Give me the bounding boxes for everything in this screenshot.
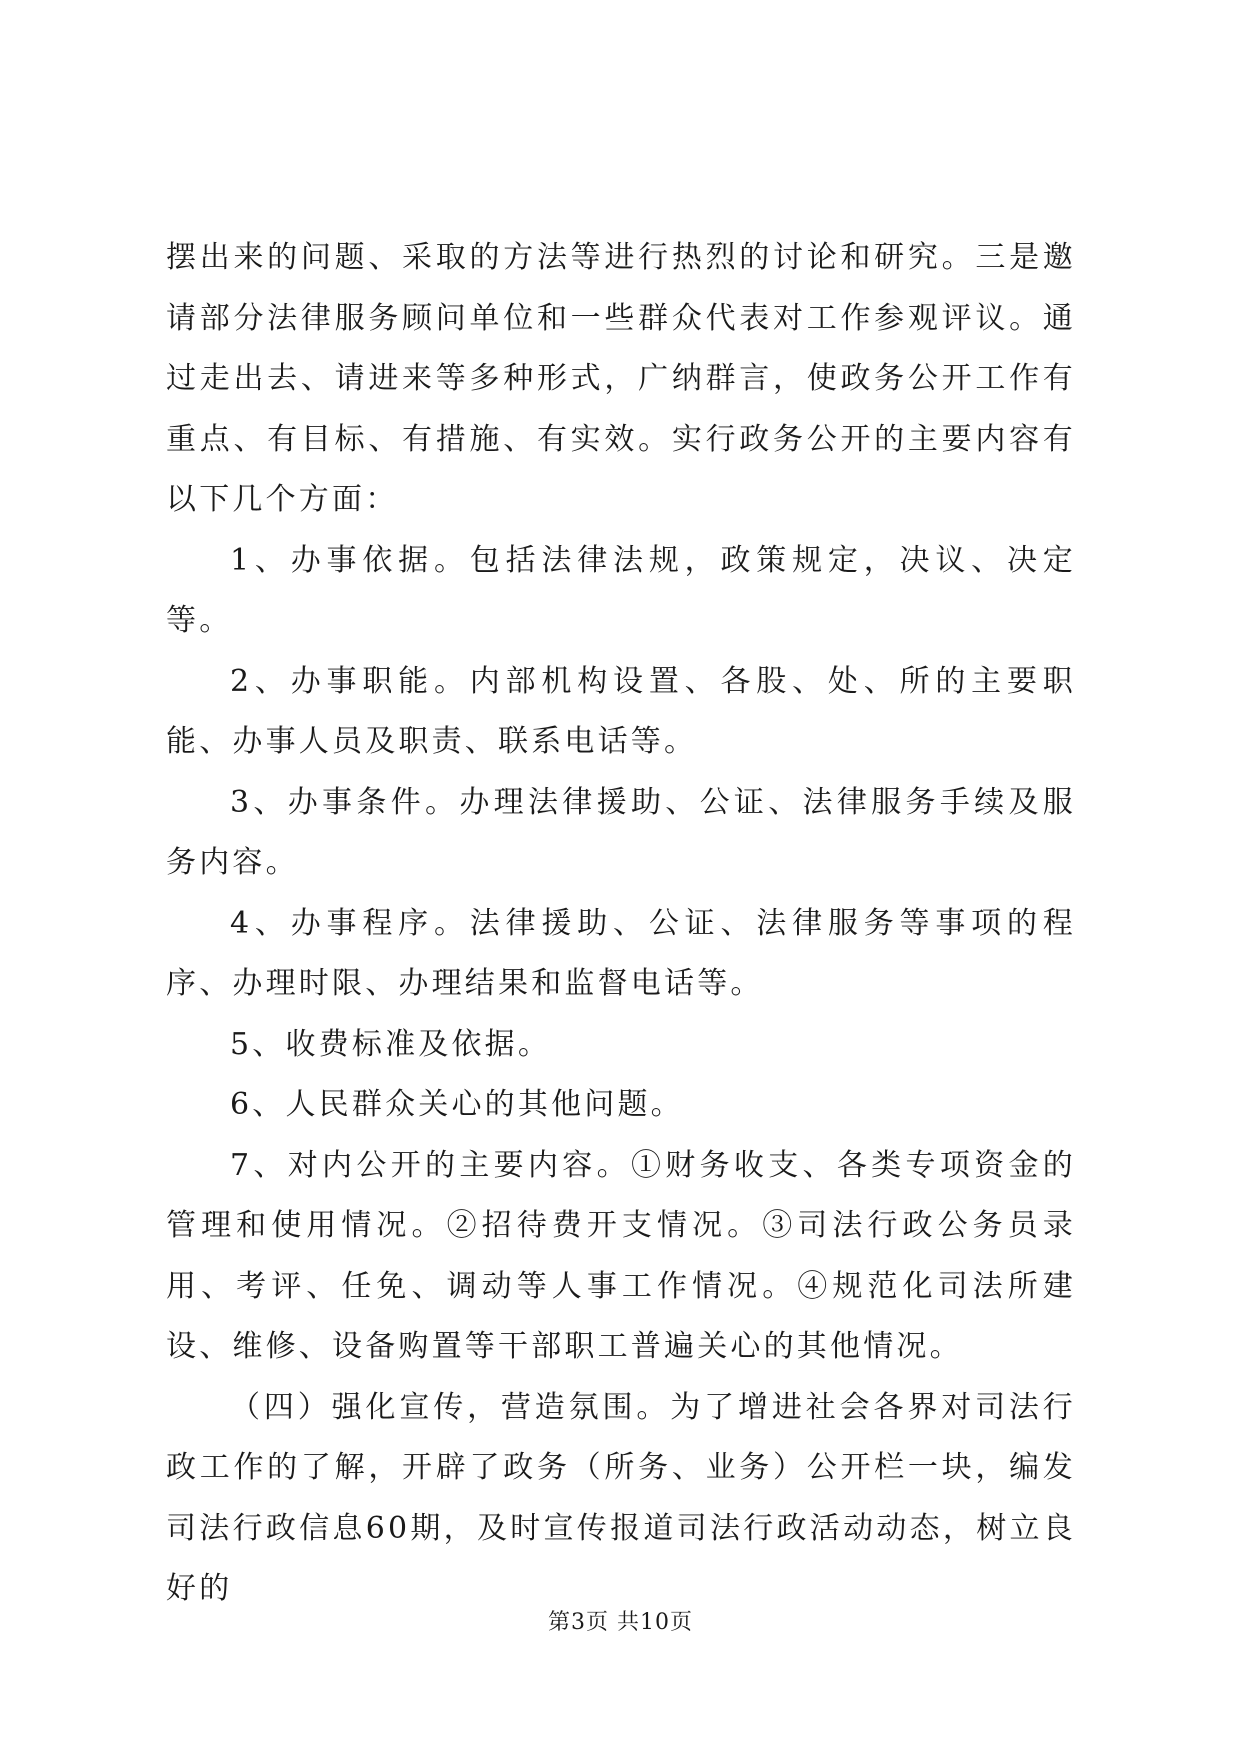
list-item-functions: 2、办事职能。内部机构设置、各股、处、所的主要职能、办事人员及职责、联系电话等。 xyxy=(166,663,1076,759)
list-item-internal-disclosure: 7、对内公开的主要内容。①财务收支、各类专项资金的管理和使用情况。②招待费开支情况。③司法行政公务员录用、考评、任免、调动等人事工作情况。④规范化司法所建设、维修、设备购置等干部职工普遍关心的其他情况。 xyxy=(166,1147,1076,1364)
list-item-procedures: 4、办事程序。法律援助、公证、法律服务等事项的程序、办理时限、办理结果和监督电话等。 xyxy=(166,905,1076,1001)
paragraph-continuation: 摆出来的问题、采取的方法等进行热烈的讨论和研究。三是邀请部分法律服务顾问单位和一些群众代表对工作参观评议。通过走出去、请进来等多种形式，广纳群言，使政务公开工作有重点、有目标、有措施、有实效。实行政务公开的主要内容有以下几个方面： xyxy=(166,240,1076,517)
list-item-basis: 1、办事依据。包括法律法规，政策规定，决议、决定等。 xyxy=(166,542,1076,638)
list-item-fees: 5、收费标准及依据。 xyxy=(230,1026,552,1062)
list-item-other-issues: 6、人民群众关心的其他问题。 xyxy=(230,1087,684,1122)
page-number-footer: 第3页 共10页 xyxy=(548,1610,693,1635)
section-four-paragraph: （四）强化宣传，营造氛围。为了增进社会各界对司法行政工作的了解，开辟了政务（所务、业务）公开栏一块，编发司法行政信息60期，及时宣传报道司法行政活动动态，树立良好的 xyxy=(166,1389,1076,1606)
document-body xyxy=(166,228,1076,1620)
list-item-conditions: 3、办事条件。办理法律援助、公证、法律服务手续及服务内容。 xyxy=(166,784,1076,880)
